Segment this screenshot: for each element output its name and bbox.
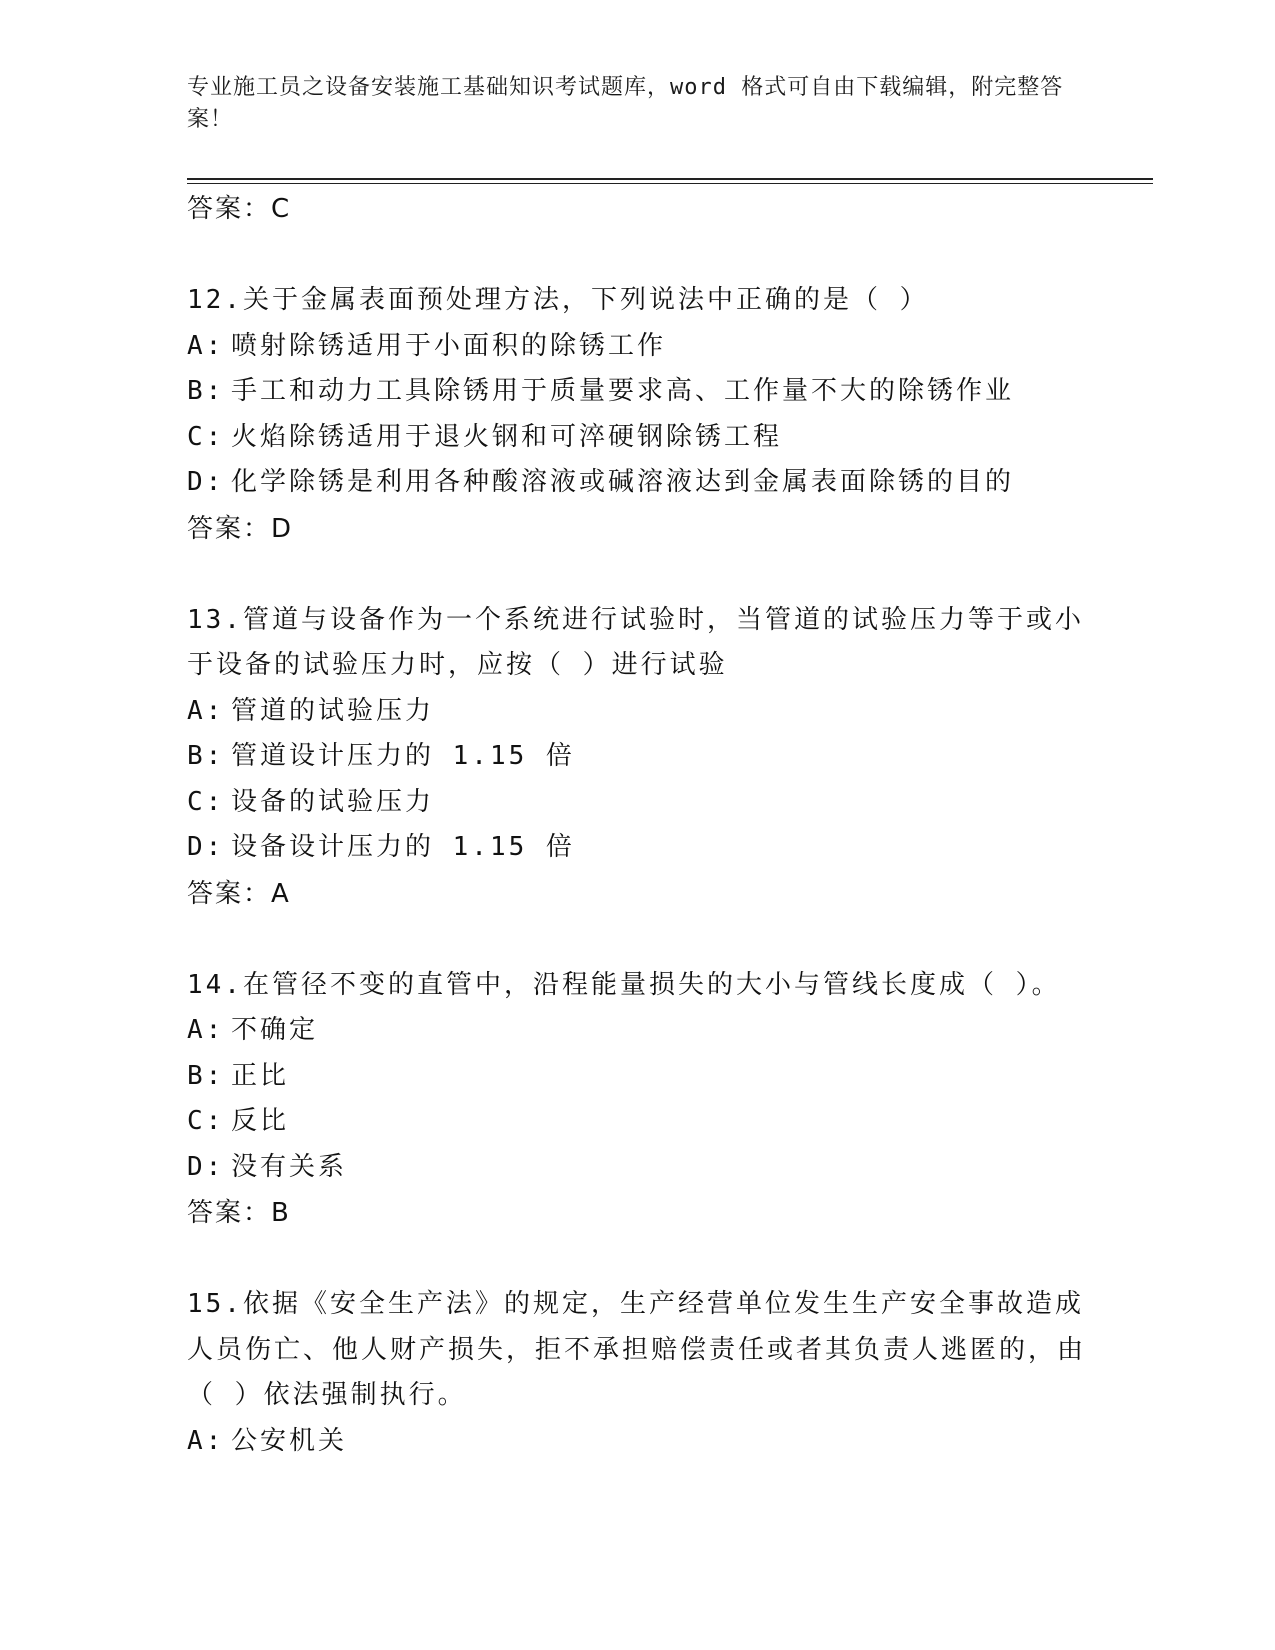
answer-line: 答案：D xyxy=(187,513,294,544)
option-d xyxy=(187,1145,1087,1191)
option-a xyxy=(187,689,1087,735)
option-text: 手工和动力工具除锈用于质量要求高、工作量不大的除锈作业 xyxy=(231,376,1015,406)
answer-line: 答案：C xyxy=(187,194,292,224)
option-text: 喷射除锈适用于小面积的除锈工作 xyxy=(231,330,667,361)
header-divider-thin xyxy=(187,183,1153,184)
option-letter: A: xyxy=(187,695,225,726)
header-divider xyxy=(187,178,1153,180)
answer-line: 答案：A xyxy=(187,878,291,909)
option-letter: D: xyxy=(187,467,225,497)
option-a xyxy=(187,1008,1087,1054)
question-item xyxy=(187,963,1087,1237)
question-item xyxy=(187,1282,1087,1464)
option-text: 设备的试验压力 xyxy=(231,786,435,817)
option-letter: B: xyxy=(187,376,225,406)
option-text: 不确定 xyxy=(231,1015,319,1045)
option-text: 公安机关 xyxy=(231,1425,348,1456)
question-item xyxy=(187,278,1087,552)
spacer xyxy=(187,232,1087,278)
option-text: 设备设计压力的 1.15 倍 xyxy=(231,832,575,862)
question-item xyxy=(187,598,1087,917)
option-text: 反比 xyxy=(231,1106,290,1136)
option-a xyxy=(187,324,1087,370)
answer-line: 答案：B xyxy=(187,1198,291,1228)
option-letter: C: xyxy=(187,1106,225,1136)
document-header: 专业施工员之设备安装施工基础知识考试题库，word 格式可自由下载编辑，附完整答案！ xyxy=(187,75,1064,132)
option-letter: D: xyxy=(187,832,225,862)
option-a xyxy=(187,1419,1087,1465)
question-text: 12.关于金属表面预处理方法，下列说法中正确的是（ ） xyxy=(187,285,929,315)
option-letter: C: xyxy=(187,421,225,452)
option-b xyxy=(187,369,1087,415)
option-d xyxy=(187,460,1087,506)
option-text: 正比 xyxy=(231,1060,290,1091)
option-letter: C: xyxy=(187,786,225,817)
option-d xyxy=(187,825,1087,871)
option-letter: A: xyxy=(187,1015,225,1045)
option-letter: A: xyxy=(187,1425,225,1456)
option-letter: A: xyxy=(187,330,225,361)
option-text: 管道设计压力的 1.15 倍 xyxy=(231,741,575,771)
option-text: 没有关系 xyxy=(231,1151,348,1182)
option-letter: D: xyxy=(187,1151,225,1182)
question-text: 14.在管径不变的直管中，沿程能量损失的大小与管线长度成（ ）。 xyxy=(187,969,1061,1000)
question-list xyxy=(187,186,1087,1464)
spacer xyxy=(187,552,1087,598)
question-text: 15.依据《安全生产法》的规定，生产经营单位发生生产安全事故造成人员伤亡、他人财产损失，拒不承担赔偿责任或者其负责人逃匿的，由（ ）依法强制执行。 xyxy=(187,1289,1087,1410)
option-c xyxy=(187,1099,1087,1145)
option-letter: B: xyxy=(187,1060,225,1091)
option-c xyxy=(187,780,1087,826)
option-b xyxy=(187,1054,1087,1100)
option-text: 管道的试验压力 xyxy=(231,695,435,726)
option-c xyxy=(187,415,1087,461)
option-b xyxy=(187,734,1087,780)
spacer xyxy=(187,917,1087,963)
option-text: 火焰除锈适用于退火钢和可淬硬钢除锈工程 xyxy=(231,421,783,452)
spacer xyxy=(187,1236,1087,1282)
option-text: 化学除锈是利用各种酸溶液或碱溶液达到金属表面除锈的目的 xyxy=(231,467,1015,497)
option-letter: B: xyxy=(187,741,225,771)
question-text: 13.管道与设备作为一个系统进行试验时，当管道的试验压力等于或小于设备的试验压力时，应按（ ）进行试验 xyxy=(187,604,1084,680)
